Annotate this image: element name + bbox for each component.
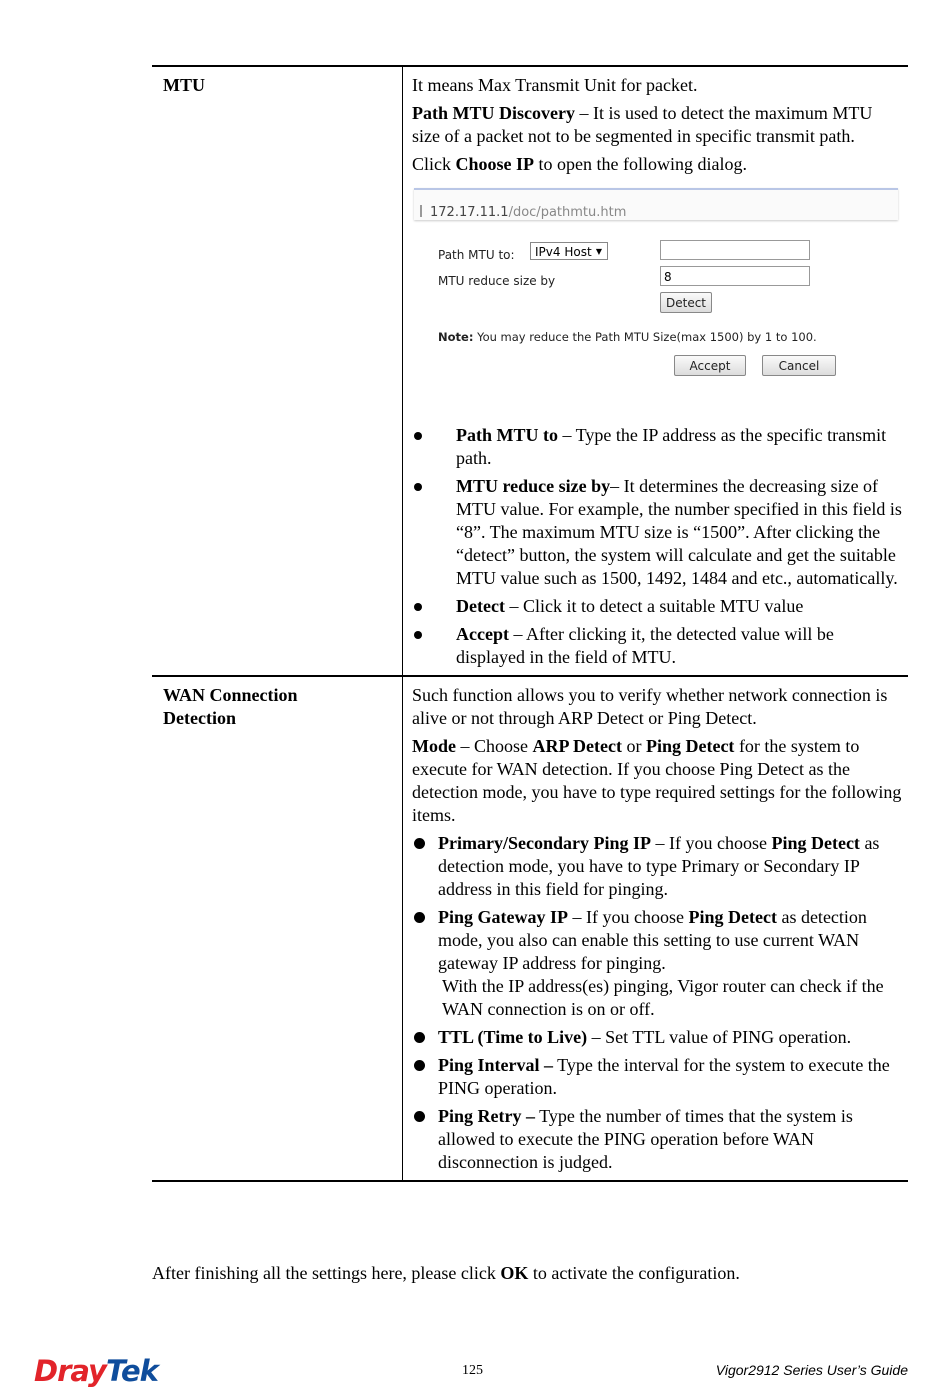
text: After finishing all the settings here, please click [152, 1263, 501, 1283]
detect-button[interactable]: Detect [660, 292, 712, 313]
guide-title: Vigor2912 Series User’s Guide [715, 1362, 908, 1378]
term: Path MTU to [456, 425, 558, 445]
accept-button[interactable]: Accept [674, 355, 746, 376]
desc-continued: With the IP address(es) pinging, Vigor router can check if the WAN connection is on or off. [442, 976, 884, 1019]
desc: – After clicking it, the detected value will be displayed in the field of MTU. [456, 624, 834, 667]
desc: as detection mode, you have to type Primary or Secondary IP address in this field for pinging. [438, 833, 880, 899]
desc: as detection mode, you also can enable this setting to use current WAN gateway IP address for pinging. [438, 907, 867, 973]
text: for the system to execute for WAN detection. If you choose Ping Detect as the detection mode, you have to type required settings for the following items. [412, 736, 902, 825]
desc: Type the interval for the system to execute the PING operation. [438, 1055, 890, 1098]
browser-url [430, 201, 626, 224]
mtu-bullet-list [412, 424, 902, 669]
mtu-intro: It means Max Transmit Unit for packet. [412, 75, 698, 95]
row-desc-wan [403, 676, 909, 1181]
url-host: 172.17.11.1 [430, 205, 509, 220]
desc: – Type the IP address as the specific transmit path. [456, 425, 887, 468]
path-mtu-label: Path MTU to: [438, 248, 515, 262]
path-mtu-dialog-screenshot [412, 184, 902, 412]
text: to activate the configuration. [528, 1263, 740, 1283]
note-text: You may reduce the Path MTU Size(max 1500) by 1 to 100. [473, 330, 817, 344]
browser-address-bar [414, 188, 898, 220]
desc: – Click it to detect a suitable MTU value [504, 596, 804, 616]
term: Ping Detect [688, 907, 777, 927]
table-row-wan [152, 676, 908, 1181]
note-label: Note: [438, 330, 474, 344]
wan-mode [412, 735, 902, 827]
list-item [412, 1026, 902, 1049]
term-ok: OK [500, 1263, 529, 1283]
url-path: /doc/pathmtu.htm [508, 205, 627, 220]
text-click: Click [412, 154, 456, 174]
logo-part-dray: Dray [34, 1354, 106, 1388]
select-value: IPv4 Host [535, 245, 592, 259]
wan-bullet-list [412, 832, 902, 1174]
caret-icon [420, 205, 422, 217]
list-item [412, 906, 902, 1021]
term: Ping Retry – [438, 1106, 535, 1126]
text-path-mtu-discovery: – It is used to detect the maximum MTU size of a packet not to be segmented in specific transmit path. [412, 103, 873, 146]
text-open-dialog: to open the following dialog. [534, 154, 747, 174]
term: MTU reduce size by [456, 476, 611, 496]
dialog-note [438, 326, 817, 349]
term-path-mtu-discovery: Path MTU Discovery [412, 103, 575, 123]
text: – Choose [456, 736, 533, 756]
desc: – It determines the decreasing size of MTU value. For example, the number specified in this field is “8”. The maximum MTU size is “1500”. After clicking the “detect” button, the system will calculate and get the suitable MTU value such as 1500, 1492, 1484 and etc., automatically. [456, 476, 902, 588]
list-item [412, 424, 902, 470]
term-choose-ip: Choose IP [455, 154, 535, 174]
page-number: 125 [462, 1363, 483, 1378]
desc: – Set TTL value of PING operation. [587, 1027, 852, 1047]
row-label-mtu: MTU [152, 66, 403, 676]
term-ping-detect: Ping Detect [645, 736, 735, 756]
mtu-reduce-input[interactable]: 8 [660, 266, 810, 286]
term-mode: Mode [412, 736, 456, 756]
path-mtu-input[interactable] [660, 240, 810, 260]
text: or [621, 736, 646, 756]
closing-instruction [152, 1262, 740, 1285]
desc: – If you choose [568, 907, 689, 927]
mtu-path-discovery [412, 102, 902, 148]
row-desc-mtu [403, 66, 909, 676]
term: Ping Gateway IP [438, 907, 568, 927]
cancel-button[interactable]: Cancel [762, 355, 836, 376]
list-item [412, 475, 902, 590]
draytek-logo [34, 1354, 158, 1388]
mtu-choose-ip [412, 153, 902, 176]
list-item [412, 1105, 902, 1174]
term: Ping Detect [771, 833, 860, 853]
list-item [412, 595, 902, 618]
term: TTL (Time to Live) [438, 1027, 588, 1047]
term: Accept [456, 624, 509, 644]
list-item [412, 1054, 902, 1100]
term: Detect [456, 596, 505, 616]
logo-part-tek: Tek [105, 1354, 158, 1388]
term: Ping Interval – [438, 1055, 553, 1075]
row-label-wan: WAN Connection Detection [152, 676, 403, 1181]
list-item [412, 832, 902, 901]
wan-intro: Such function allows you to verify whether network connection is alive or not through ARP Detect or Ping Detect. [412, 685, 888, 728]
desc: – If you choose [650, 833, 772, 853]
settings-table [152, 65, 908, 1182]
table-row-mtu [152, 66, 908, 676]
term: Primary/Secondary Ping IP [438, 833, 651, 853]
desc: Type the number of times that the system is allowed to execute the PING operation before WAN disconnection is judged. [438, 1106, 853, 1172]
path-mtu-type-select[interactable] [530, 242, 608, 260]
dropdown-arrow-icon: ▼ [595, 247, 602, 256]
list-item [412, 623, 902, 669]
term-arp-detect: ARP Detect [532, 736, 622, 756]
mtu-reduce-label: MTU reduce size by [438, 274, 556, 288]
